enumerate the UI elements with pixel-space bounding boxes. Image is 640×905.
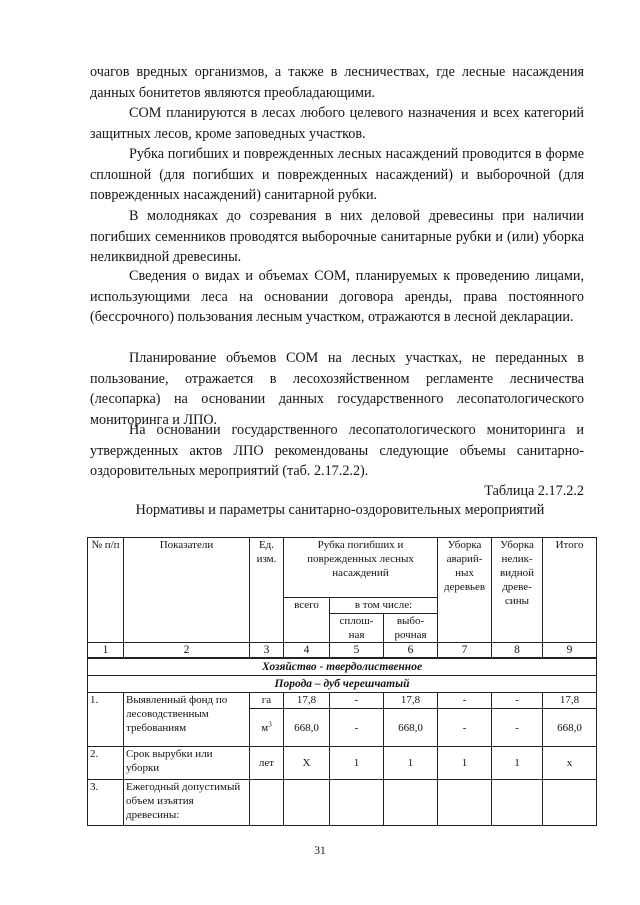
table-cell [543,780,597,826]
header-selective: выбо-рочная [384,614,438,643]
table-cell: - [438,693,492,709]
page-number: 31 [314,845,326,857]
col-index-cell: 8 [492,643,543,659]
table-cell [438,780,492,826]
paragraph-6: Планирование объемов СОМ на лесных участках, не переданных в пользование, отражается в лесохозяйственном регламенте лесничества (лесопарка) на основании данных государственного лесопатологического мониторинга и ЛПО. [90,350,584,428]
unit-text: м [261,721,269,734]
row-label: Срок вырубки или уборки [124,747,250,780]
header-clear: сплош-ная [330,614,384,643]
header-illiquid: Уборка нелик-видной древе-сины [492,538,543,643]
band-economy: Хозяйство - твердолиственное [88,658,597,676]
col-index-cell: 2 [124,643,250,659]
col-index-cell: 5 [330,643,384,659]
header-unit: Ед. изм. [250,538,284,643]
header-total: всего [284,598,330,643]
paragraph-1: очагов вредных организмов, а также в лесничествах, где лесные насаждения данных бонитетов являются преобладающими. [90,64,584,101]
table-cell: - [330,709,384,747]
paragraph-4: В молодняках до созревания в них деловой древесины при наличии погибших семенников проводятся выборочные санитарные рубки и (или) уборка неликвидной древесины. [90,208,584,265]
table-cell: 17,8 [384,693,438,709]
header-sum: Итого [543,538,597,643]
header-including: в том числе: [330,598,438,614]
table-cell: 668,0 [384,709,438,747]
table-number: Таблица 2.17.2.2 [484,483,584,499]
header-felling: Рубка погибших и поврежденных лесных насаждений [284,538,438,598]
row-unit [250,709,284,747]
row-number: 3. [88,780,124,826]
table-cell: 1 [438,747,492,780]
norms-table [87,537,597,826]
table-cell: х [543,747,597,780]
table-cell [250,780,284,826]
table-cell: - [438,709,492,747]
col-index-cell: 6 [384,643,438,659]
row-number: 1. [88,693,124,747]
table-row [88,747,597,780]
band-species: Порода – дуб черешчатый [88,676,597,693]
table-cell: - [492,693,543,709]
band-species-row [88,676,597,693]
band-economy-row [88,658,597,676]
table-cell: 17,8 [284,693,330,709]
table-header-row-1 [88,538,597,598]
paragraph-7: На основании государственного лесопатологического мониторинга и утвержденных актов ЛПО рекомендованы следующие объемы санитарно-оздоровительных мероприятий (таб. 2.17.2.2). [90,422,584,479]
row-label: Выявленный фонд по лесоводственным требованиям [124,693,250,747]
table-cell: 1 [384,747,438,780]
table-cell [330,780,384,826]
table-row [88,693,597,709]
column-index-row [88,643,597,659]
row-number: 2. [88,747,124,780]
col-index-cell: 3 [250,643,284,659]
row-unit: лет [250,747,284,780]
table-cell: 1 [330,747,384,780]
table-cell [492,780,543,826]
paragraph-5: Сведения о видах и объемах СОМ, планируемых к проведению лицами, использующими леса на основании договора аренды, права постоянного (бессрочного) пользования лесным участком, отражаются в лесной декларации. [90,268,584,325]
paragraph-2: СОМ планируются в лесах любого целевого назначения и всех категорий защитных лесов, кроме заповедных участков. [90,105,584,142]
table-cell: - [330,693,384,709]
table-cell: - [492,709,543,747]
header-indicators: Показатели [124,538,250,643]
table-row [88,780,597,826]
col-index-cell: 4 [284,643,330,659]
table-cell: 668,0 [543,709,597,747]
row-label: Ежегодный допустимый объем изъятия древесины: [124,780,250,826]
col-index-cell: 1 [88,643,124,659]
table-cell: 17,8 [543,693,597,709]
paragraph-3: Рубка погибших и поврежденных лесных насаждений проводится в форме сплошной (для погибших и поврежденных насаждений) и выборочной (для поврежденных насаждений) санитарной рубки. [90,146,584,203]
header-num: № п/п [88,538,124,643]
col-index-cell: 7 [438,643,492,659]
row-unit: га [250,693,284,709]
table-cell [384,780,438,826]
col-index-cell: 9 [543,643,597,659]
unit-superscript: 3 [268,719,272,728]
header-windfall: Уборка аварий-ных деревьев [438,538,492,643]
table-cell: Х [284,747,330,780]
table-cell: 1 [492,747,543,780]
table-cell: 668,0 [284,709,330,747]
table-cell [284,780,330,826]
table-caption: Нормативы и параметры санитарно-оздоровительных мероприятий [135,502,545,518]
